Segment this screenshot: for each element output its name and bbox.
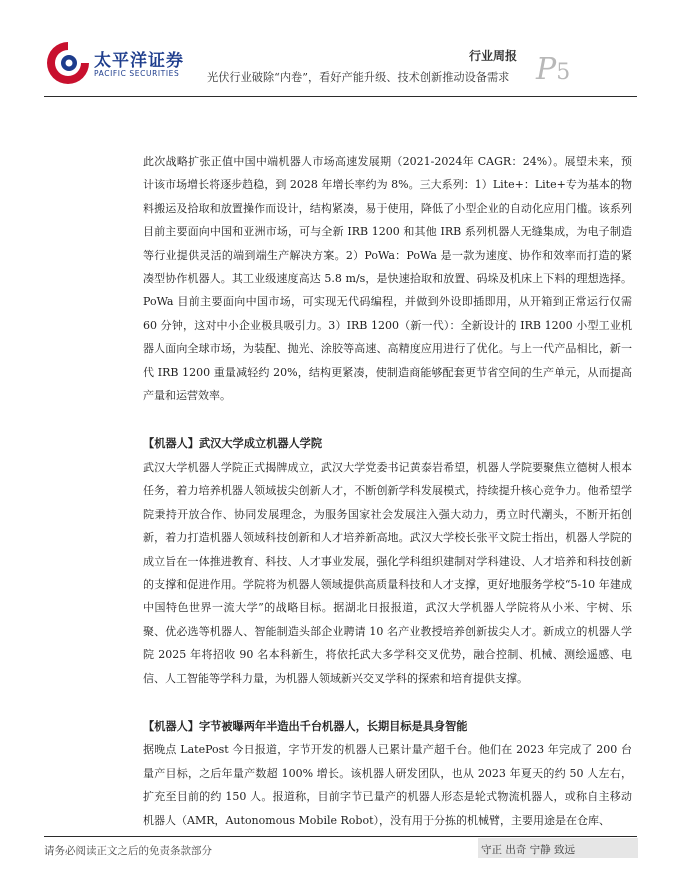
section-heading-bytedance-robots: 【机器人】字节被曝两年半造出千台机器人，长期目标是具身智能 bbox=[143, 719, 468, 733]
page-number-value: 5 bbox=[556, 60, 571, 85]
section-heading-whu-robotics: 【机器人】武汉大学成立机器人学院 bbox=[143, 437, 323, 451]
footer-slogan: 守正 出奇 宁静 致远 bbox=[481, 844, 576, 856]
footer-disclaimer: 请务必阅读正文之后的免责条款部分 bbox=[44, 845, 212, 857]
footer-divider bbox=[44, 836, 637, 837]
report-subtitle: 光伏行业破除“内卷”，看好产能升级、技术创新推动设备需求 bbox=[207, 71, 510, 84]
paragraph-whu-robotics: 武汉大学机器人学院正式揭牌成立，武汉大学党委书记黄泰岩希望，机器人学院要聚焦立德树人根本任务，着力培养机器人领域拔尖创新人才，不断创新学科发展模式，持续提升核心竞争力。他希望学院秉持开放合作、协同发展理念，为服务国家社会发展注入强大动力，勇立时代潮头，不断开拓创新，着力打造机器人领域科技创新和人才培养新高地。武汉大学校长张平文院士指出，机器人学院的成立旨在一体推进教育、科技、人才事业发展，强化学科组织建制对学科建设、人才培养和科技创新的支撑和促进作用。学院将为机器人领域提供高质量科技和人才支撑，更好地服务学校“5-10 年建成中国特色世界一流大学”的战略目标。据湖北日报报道，武汉大学机器人学院将从小米、宇树、乐聚、优必选等机器人、智能制造头部企业聘请 10 名产业教授培养创新拔尖人才。新成立的机器人学院 2025 年将招收 90 名本科新生，将依托武大多学科交叉优势，融合控制、机械、测绘遥感、电信、人工智能等学科力量，为机器人领域新兴交叉学科的探索和培育提供支撑。 bbox=[143, 460, 632, 685]
company-logo bbox=[45, 40, 195, 85]
header-divider bbox=[44, 96, 637, 97]
report-type: 行业周报 bbox=[468, 49, 517, 63]
footer-slogan-box bbox=[478, 838, 638, 858]
logo-english-name: PACIFIC SECURITIES bbox=[94, 69, 180, 78]
paragraph-bytedance-robots: 据晚点 LatePost 今日报道，字节开发的机器人已累计量产超千台。他们在 2023 年完成了 200 台量产目标，之后年量产数超 100% 增长。该机器人研发团队，也从 2023 年夏天的约 50 人左右，扩充至目前的约 150 人。报道称，目前字节已量产的机器人形态是轮式物流机器人，或称自主移动机器人（AMR，Autonomous Mobile Robot），没有用于分拣的机械臂，主要用途是在仓库、 bbox=[143, 743, 632, 827]
page-prefix: P bbox=[536, 52, 557, 87]
logo-emblem-icon bbox=[45, 40, 91, 86]
page-number bbox=[536, 52, 570, 87]
paragraph-abb-series: 此次战略扩张正值中国中端机器人市场高速发展期（2021-2024年 CAGR：24%）。展望未来，预计该市场增长将逐步趋稳，到 2028 年增长率约为 8%。三大系列：1）Lite+：Lite+专为基本的物料搬运及拾取和放置操作而设计，结构紧凑，易于使用，降低了小型企业的自动化应用门槛。该系列目前主要面向中国和亚洲市场，可与全新 IRB 1200 和其他 IRB 系列机器人无缝集成，为电子制造等行业提供灵活的端到端生产解决方案。2）PoWa：PoWa 是一款为速度、协作和效率而打造的紧凑型协作机器人。其工业级速度高达 5.8 m/s，是快速拾取和放置、码垛及机床上下料的理想选择。PoWa 目前主要面向中国市场，可实现无代码编程，并做到外设即插即用，从开箱到正常运行仅需 60 分钟，这对中小企业极具吸引力。3）IRB 1200（新一代）：全新设计的 IRB 1200 小型工业机器人面向全球市场，为装配、抛光、涂胶等高速、高精度应用进行了优化。与上一代产品相比，新一代 IRB 1200 重量减轻约 20%，结构更紧凑，使制造商能够配套更节省空间的生产单元，从而提高产量和运营效率。 bbox=[143, 155, 632, 403]
main-content bbox=[143, 150, 632, 832]
logo-chinese-name: 太平洋证券 bbox=[94, 51, 184, 71]
